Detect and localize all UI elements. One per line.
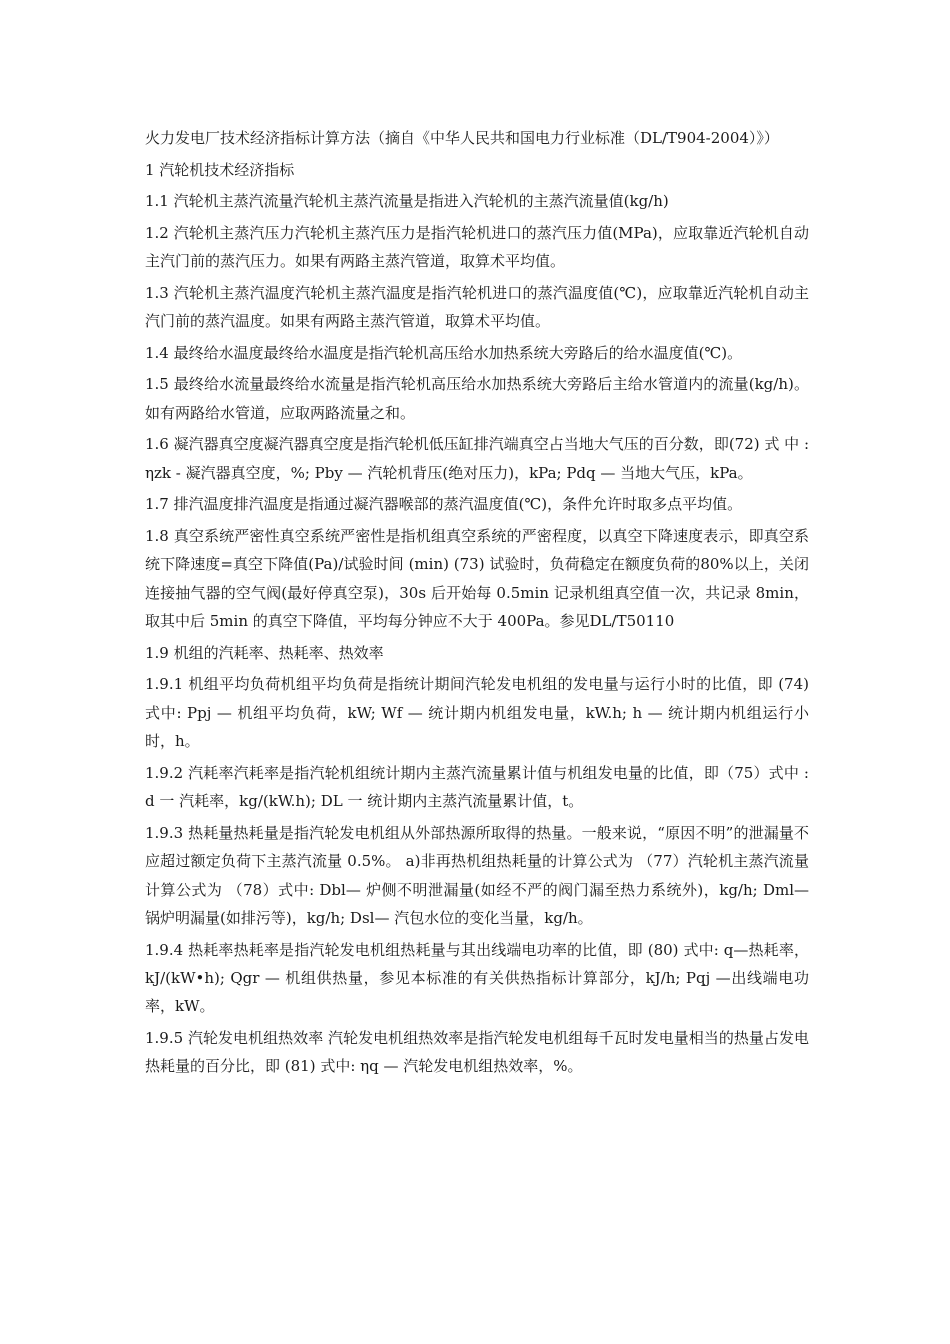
paragraph-1-9-2: 1.9.2 汽耗率汽耗率是指汽轮机组统计期内主蒸汽流量累计值与机组发电量的比值，即（75）式中 : d 一 汽耗率，kg/(kW.h); DL 一 统计期内主蒸汽流量累计值，t。	[145, 763, 809, 811]
paragraph-1-8: 1.8 真空系统严密性真空系统严密性是指机组真空系统的严密程度，以真空下降速度表示，即真空系统下降速度=真空下降值(Pa)/试验时间 (min) (73) 试验时，负荷稳定在额度负荷的80%以上，关闭连接抽气器的空气阀(最好停真空泵)，30s 后开始每 0.5min 记录机组真空值一次，共记录 8min，取其中后 5min 的真空下降值，平均每分钟应不大于 400Pa。参见DL/T50110	[145, 526, 809, 631]
paragraph-1-3: 1.3 汽轮机主蒸汽温度汽轮机主蒸汽温度是指汽轮机进口的蒸汽温度值(℃)，应取靠近汽轮机自动主汽门前的蒸汽温度。如果有两路主蒸汽管道，取算术平均值。	[145, 283, 809, 331]
paragraph-1-9-4: 1.9.4 热耗率热耗率是指汽轮发电机组热耗量与其出线端电功率的比值，即 (80) 式中: q—热耗率，kJ/(kW•h); Qgr — 机组供热量，参见本标准的有关供热指标计算部分，kJ/h; Pqj —出线端电功率，kW。	[145, 940, 809, 1016]
paragraph-1-2: 1.2 汽轮机主蒸汽压力汽轮机主蒸汽压力是指汽轮机进口的蒸汽压力值(MPa)，应取靠近汽轮机自动主汽门前的蒸汽压力。如果有两路主蒸汽管道，取算术平均值。	[145, 223, 809, 271]
section-heading-1-9: 1.9 机组的汽耗率、热耗率、热效率	[145, 643, 384, 662]
paragraph-1-5: 1.5 最终给水流量最终给水流量是指汽轮机高压给水加热系统大旁路后主给水管道内的流量(kg/h)。如有两路给水管道，应取两路流量之和。	[145, 375, 809, 422]
paragraph-1-4: 1.4 最终给水温度最终给水温度是指汽轮机高压给水加热系统大旁路后的给水温度值(℃)。	[145, 343, 743, 362]
paragraph-1-9-1: 1.9.1 机组平均负荷机组平均负荷是指统计期间汽轮发电机组的发电量与运行小时的比值，即 (74) 式中: Ppj — 机组平均负荷，kW; Wf — 统计期内机组发电量，kW.h; h — 统计期内机组运行小时，h。	[145, 675, 809, 751]
paragraph-1-7: 1.7 排汽温度排汽温度是指通过凝汽器喉部的蒸汽温度值(℃)，条件允许时取多点平均值。	[145, 495, 743, 514]
paragraph-1-1: 1.1 汽轮机主蒸汽流量汽轮机主蒸汽流量是指进入汽轮机的主蒸汽流量值(kg/h)	[145, 192, 669, 211]
document-page	[145, 124, 809, 1084]
paragraph-1-9-5: 1.9.5 汽轮发电机组热效率 汽轮发电机组热效率是指汽轮发电机组每千瓦时发电量相当的热量占发电热耗量的百分比，即 (81) 式中: ηq — 汽轮发电机组热效率，%。	[145, 1029, 809, 1076]
paragraph-1-9-3: 1.9.3 热耗量热耗量是指汽轮发电机组从外部热源所取得的热量。一般来说，“原因不明”的泄漏量不应超过额定负荷下主蒸汽流量 0.5%。 a)非再热机组热耗量的计算公式为 （77）汽轮机主蒸汽流量计算公式为 （78）式中: Dbl— 炉侧不明泄漏量(如经不严的阀门漏至热力系统外)，kg/h; Dml— 锅炉明漏量(如排污等)，kg/h; Dsl— 汽包水位的变化当量，kg/h。	[145, 823, 809, 927]
document-title: 火力发电厂技术经济指标计算方法（摘自《中华人民共和国电力行业标准（DL/T904-2004）》）	[145, 129, 779, 147]
section-heading-1: 1 汽轮机技术经济指标	[145, 160, 295, 179]
paragraph-1-6: 1.6 凝汽器真空度凝汽器真空度是指汽轮机低压缸排汽端真空占当地大气压的百分数，即(72) 式 中 : ηzk - 凝汽器真空度，%; Pby — 汽轮机背压(绝对压力)，kPa; Pdq — 当地大气压，kPa。	[145, 435, 809, 482]
